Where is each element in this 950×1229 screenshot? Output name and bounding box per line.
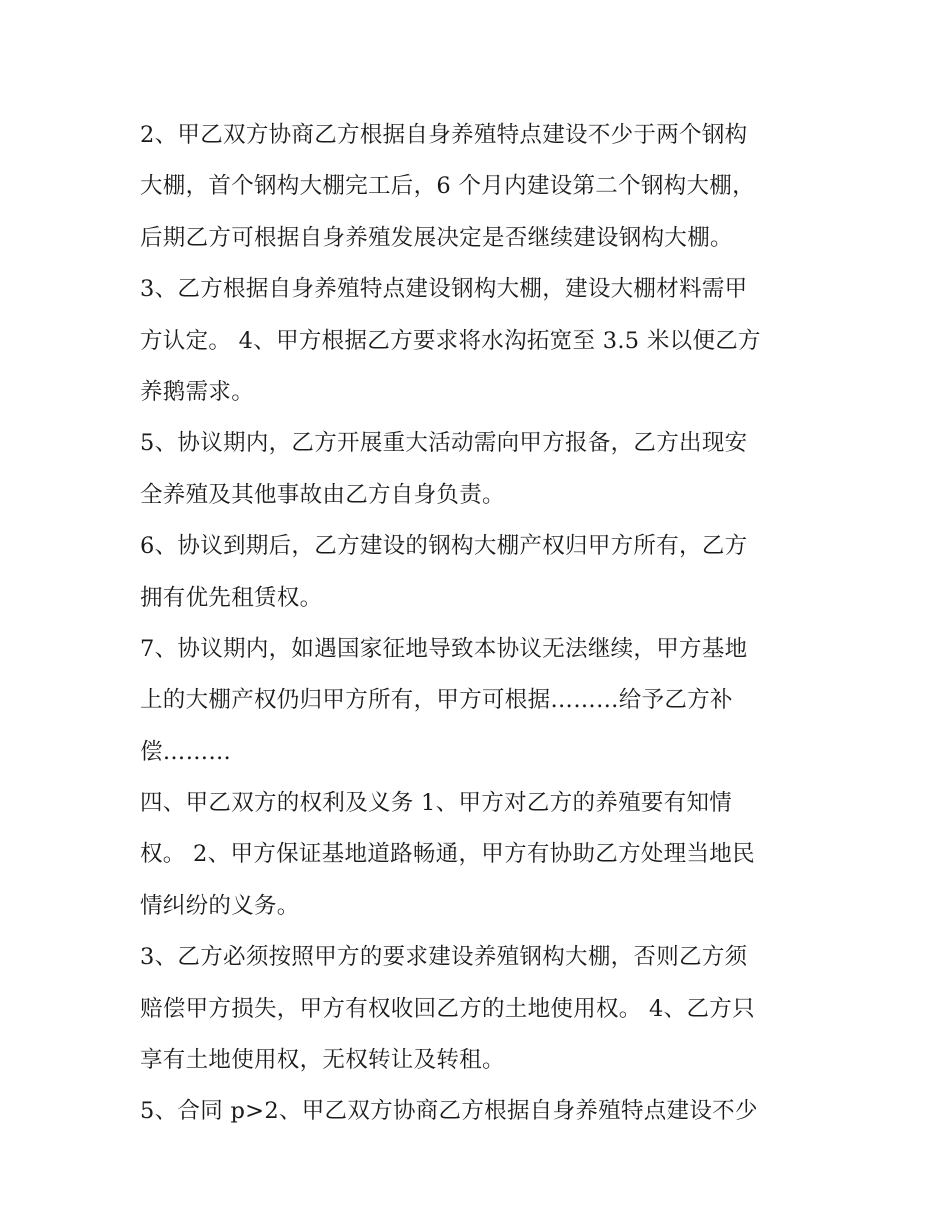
document-line: 全养殖及其他事故由乙方自身负责。 bbox=[140, 481, 505, 508]
document-line: 方认定。 4、甲方根据乙方要求将水沟拓宽至 3.5 米以便乙方 bbox=[140, 327, 761, 354]
document-line: 情纠纷的义务。 bbox=[140, 892, 300, 919]
document-line: 5、合同 p>2、甲乙双方协商乙方根据自身养殖特点建设不少 bbox=[140, 1098, 758, 1125]
document-body bbox=[140, 110, 820, 1138]
document-line: 赔偿甲方损失，甲方有权收回乙方的土地使用权。 4、乙方只 bbox=[140, 995, 755, 1022]
document-line: 大棚，首个钢构大棚完工后，6 个月内建设第二个钢构大棚， bbox=[140, 173, 755, 200]
document-line: 6、协议到期后，乙方建设的钢构大棚产权归甲方所有，乙方 bbox=[140, 533, 748, 560]
document-line: 四、甲乙双方的权利及义务 1、甲方对乙方的养殖要有知情 bbox=[140, 790, 733, 817]
document-line: 享有土地使用权，无权转让及转租。 bbox=[140, 1047, 505, 1074]
document-line: 权。 2、甲方保证基地道路畅通，甲方有协助乙方处理当地民 bbox=[140, 841, 755, 868]
document-line: 拥有优先租赁权。 bbox=[140, 584, 323, 611]
document-line: 3、乙方必须按照甲方的要求建设养殖钢构大棚，否则乙方须 bbox=[140, 944, 748, 971]
document-line: 偿……… bbox=[140, 738, 232, 765]
document-line: 2、甲乙双方协商乙方根据自身养殖特点建设不少于两个钢构 bbox=[140, 122, 748, 148]
document-line: 上的大棚产权仍归甲方所有，甲方可根据………给予乙方补 bbox=[140, 687, 733, 714]
document-line: 养鹅需求。 bbox=[140, 378, 255, 405]
document-line: 7、协议期内，如遇国家征地导致本协议无法继续，甲方基地 bbox=[140, 635, 748, 662]
document-line: 后期乙方可根据自身养殖发展决定是否继续建设钢构大棚。 bbox=[140, 224, 733, 251]
document-line: 3、乙方根据自身养殖特点建设钢构大棚，建设大棚材料需甲 bbox=[140, 276, 748, 303]
document-line: 5、协议期内，乙方开展重大活动需向甲方报备，乙方出现安 bbox=[140, 430, 748, 457]
